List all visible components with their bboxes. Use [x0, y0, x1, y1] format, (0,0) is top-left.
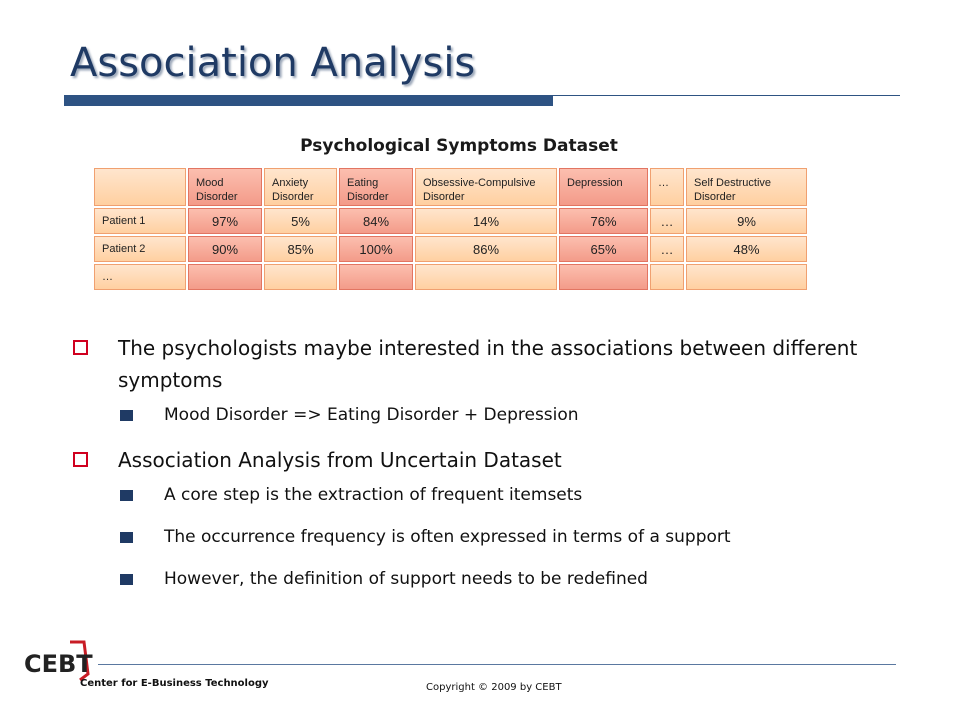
- bullet-item: [70, 444, 900, 476]
- header-anxiety-disorder: Anxiety Disorder: [263, 167, 338, 207]
- table-cell: [263, 263, 338, 291]
- filled-square-bullet-icon: [120, 410, 133, 421]
- table-cell: 48%: [685, 235, 808, 263]
- table-header-row: [93, 167, 808, 207]
- bullet-text: Association Analysis from Uncertain Dataset: [118, 448, 562, 472]
- header-ellipsis: …: [649, 167, 685, 207]
- row-label: …: [93, 263, 187, 291]
- table-caption: Psychological Symptoms Dataset: [300, 136, 618, 156]
- header-ocd: Obsessive-Compulsive Disorder: [414, 167, 558, 207]
- sub-bullet-item: [70, 482, 900, 508]
- table-cell: 65%: [558, 235, 649, 263]
- footer-organization: Center for E-Business Technology: [80, 678, 269, 689]
- footer-copyright: Copyright © 2009 by CEBT: [426, 682, 562, 693]
- table-cell: …: [649, 235, 685, 263]
- sub-bullet-item: [70, 524, 900, 550]
- bullet-item: [70, 332, 900, 396]
- hollow-square-bullet-icon: [73, 340, 88, 355]
- table-cell: 100%: [338, 235, 414, 263]
- title-underline-line: [553, 95, 900, 96]
- sub-bullet-text: However, the definition of support needs to be redefined: [164, 569, 648, 589]
- bullet-list: [70, 332, 900, 608]
- table-row: [93, 235, 808, 263]
- table-cell: 97%: [187, 207, 263, 235]
- header-eating-disorder: Eating Disorder: [338, 167, 414, 207]
- table-cell: [338, 263, 414, 291]
- sub-bullet-item: [70, 566, 900, 592]
- footer-divider: [98, 664, 896, 665]
- sub-bullet-text: Mood Disorder => Eating Disorder + Depression: [164, 405, 579, 425]
- sub-bullet-item: [70, 402, 900, 428]
- table-cell: 85%: [263, 235, 338, 263]
- row-label: Patient 1: [93, 207, 187, 235]
- table-cell: [414, 263, 558, 291]
- table-row: [93, 207, 808, 235]
- table-cell: …: [649, 207, 685, 235]
- filled-square-bullet-icon: [120, 574, 133, 585]
- table-cell: 5%: [263, 207, 338, 235]
- table-cell: [685, 263, 808, 291]
- slide-title: Association Analysis: [70, 40, 476, 86]
- bullet-text: The psychologists maybe interested in the associations between different symptoms: [118, 336, 858, 392]
- table-cell: 76%: [558, 207, 649, 235]
- table-cell: 90%: [187, 235, 263, 263]
- table-cell: [649, 263, 685, 291]
- hollow-square-bullet-icon: [73, 452, 88, 467]
- header-empty: [93, 167, 187, 207]
- sub-bullet-text: The occurrence frequency is often expressed in terms of a support: [164, 527, 731, 547]
- header-mood-disorder: Mood Disorder: [187, 167, 263, 207]
- title-underline-bar: [64, 95, 553, 106]
- header-depression: Depression: [558, 167, 649, 207]
- sub-bullet-text: A core step is the extraction of frequent itemsets: [164, 485, 583, 505]
- symptoms-table: [92, 166, 809, 292]
- table-cell: [187, 263, 263, 291]
- table-cell: 84%: [338, 207, 414, 235]
- logo-text: CEBT: [24, 650, 93, 678]
- table-cell: 14%: [414, 207, 558, 235]
- filled-square-bullet-icon: [120, 532, 133, 543]
- header-self-destructive: Self Destructive Disorder: [685, 167, 808, 207]
- table-cell: [558, 263, 649, 291]
- row-label: Patient 2: [93, 235, 187, 263]
- table-cell: 86%: [414, 235, 558, 263]
- filled-square-bullet-icon: [120, 490, 133, 501]
- table-cell: 9%: [685, 207, 808, 235]
- table-row: [93, 263, 808, 291]
